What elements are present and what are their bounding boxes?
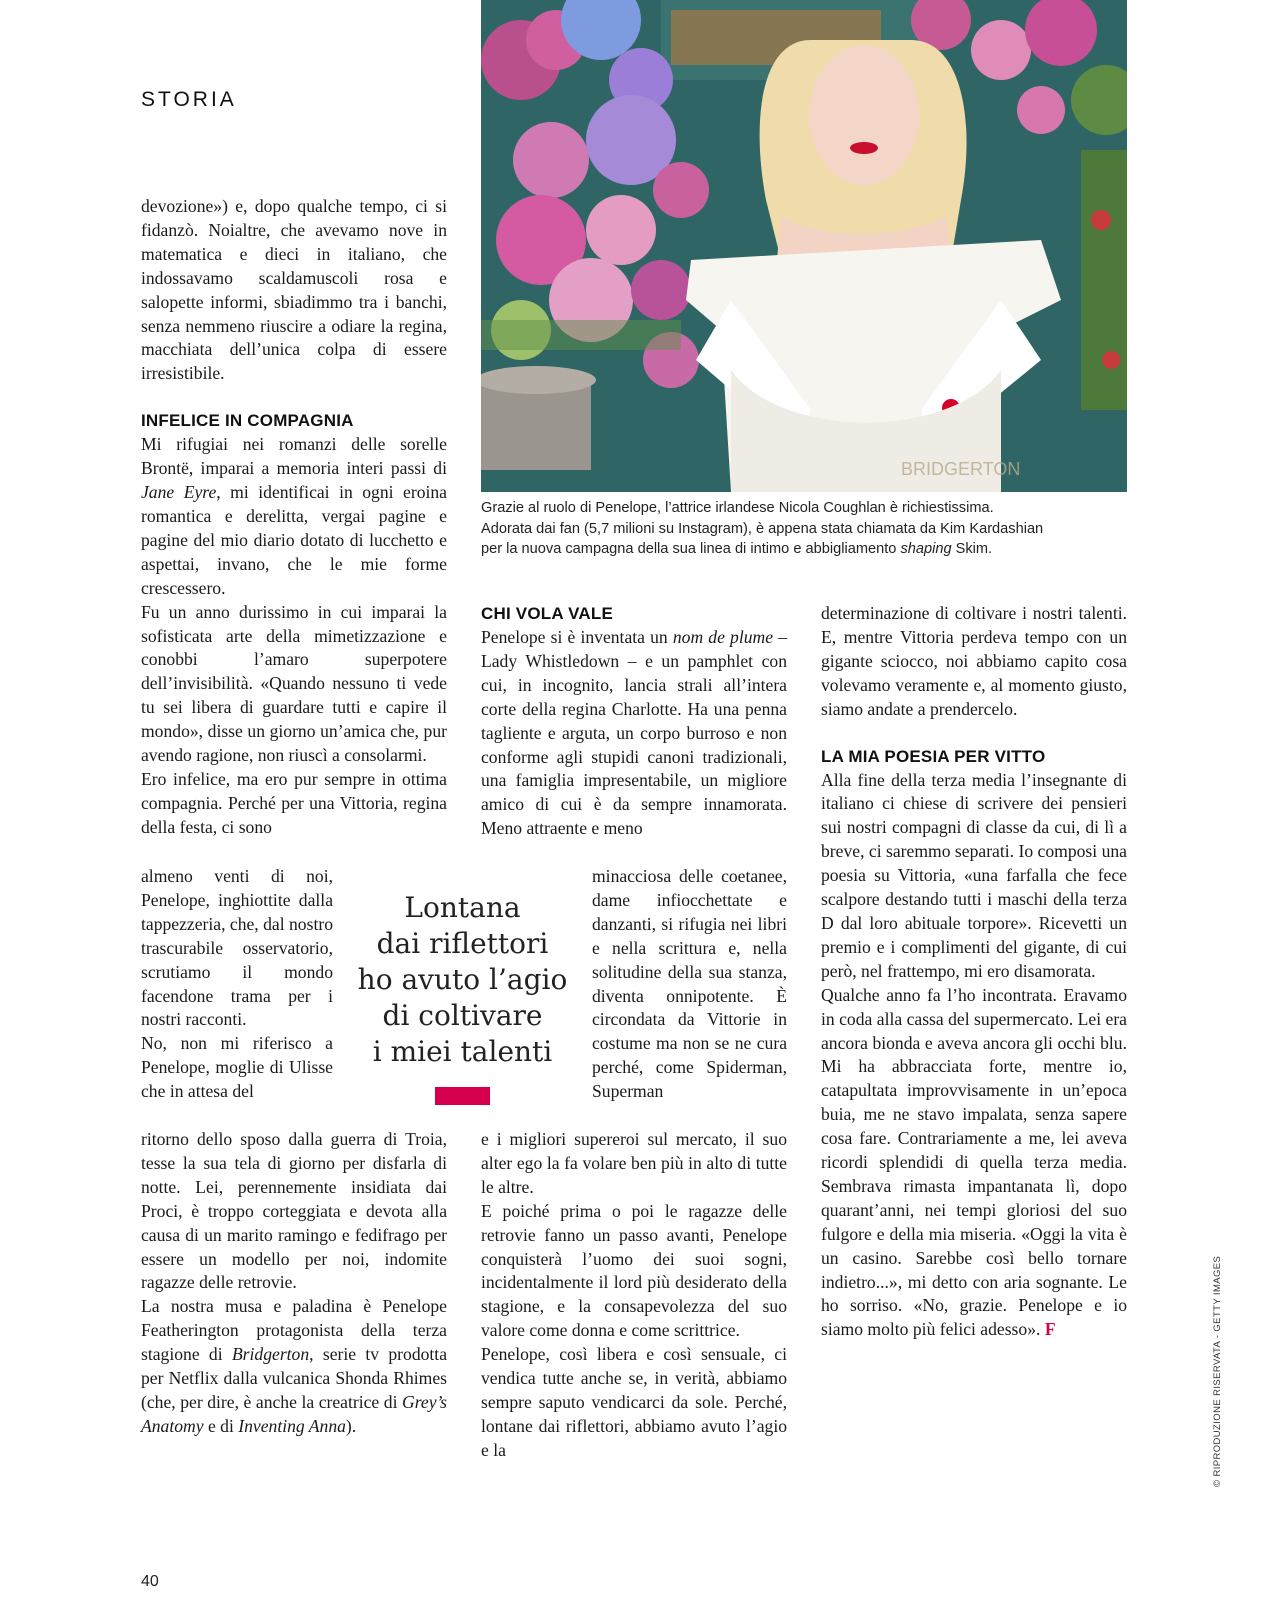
column-3 xyxy=(821,602,1127,1342)
paragraph: Alla fine della terza media l’insegnante di italiano ci chiese di scrivere dei pensieri sui nostri compagni di classe da cui, di lì a breve, ci saremmo separati. Io composi una poesia su Vittoria, «una farfalla che fece scalpore destando tutti i maschi della terza D dal loro abituale torpore». Ricevetti un premio e i complimenti del gigante, di cui però, nel frattempo, mi ero disamorata. xyxy=(821,769,1127,981)
paragraph: ritorno dello sposo dalla guerra di Troia, tesse la sua tela di giorno per disfarla di notte. Lei, perennemente insidiata dai Proci, è troppo corteggiata e devota alla causa di un marito ramingo e fedifrago per essere un modello per noi, indomite ragazze delle retrovie. xyxy=(141,1129,447,1293)
text: – Lady Whistledown – e un pamphlet con cui, in incognito, lancia strali all’intera corte della regina Charlotte. Ha una penna tagliente e arguta, un corpo burroso e non conforme agli stupidi canoni tradizionali, una famiglia impresentabile, un migliore amico di cui è da sempre innamorata. Meno attraente e meno xyxy=(481,627,787,839)
caption-line: Grazie al ruolo di Penelope, l’attrice irlandese Nicola Coughlan è richiestissima. xyxy=(481,500,994,516)
section-heading: INFELICE IN COMPAGNIA xyxy=(141,411,354,431)
pull-quote xyxy=(355,890,570,1070)
section-heading: LA MIA POESIA PER VITTO xyxy=(821,746,1046,766)
paragraph: devozione») e, dopo qualche tempo, ci si fidanzò. Noialtre, che avevamo nove in matematica e dieci in italiano, che indossavamo scaldamuscoli rosa e salopette informi, sbiadimmo tra i banchi, senza nemmeno riuscire a odiare la regina, macchiata dell’unica colpa di essere irresistibile. xyxy=(141,196,447,384)
paragraph: Fu un anno durissimo in cui imparai la sofisticata arte della mimetizzazione e conobbi l’amaro superpotere dell’invisibilità. «Quando nessuno ti vede tu sei libera di guardare tutti e capire il mondo», disse un giorno un’amica che, pur avendo ragione, non riuscì a consolarmi. xyxy=(141,601,447,766)
text: , mi identificai in ogni eroina romantica e derelitta, vergai pagine e pagine del mio diario dotato di lucchetto e aspettai, invano, che le mie forme crescessero. xyxy=(141,482,447,598)
emphasis: nom de plume xyxy=(672,627,774,647)
paragraph xyxy=(821,984,1127,1343)
end-mark: F xyxy=(1044,1319,1056,1340)
text: Penelope si è inventata un xyxy=(481,627,673,647)
text: ). xyxy=(345,1415,357,1436)
text: e di xyxy=(203,1415,239,1436)
paragraph: determinazione di coltivare i nostri talenti. E, mentre Vittoria perdeva tempo con un gigante sciocco, noi abbiamo capito cosa volevamo veramente e, al momento giusto, siamo andate a prendercelo. xyxy=(821,603,1127,719)
caption-line: per la nuova campagna della sua linea di intimo e abbigliamento xyxy=(481,541,901,557)
text: , serie tv prodotta per Netflix dalla vulcanica Shonda Rhimes (che, per dire, è anche la creatrice di xyxy=(141,1344,447,1412)
paragraph: almeno venti di noi, Penelope, inghiottite dalla tappezzeria, che, dal nostro trascurabile osservatorio, scrutiamo il mondo facendone trama per i nostri racconti. xyxy=(141,866,333,1030)
show-title: Inventing Anna xyxy=(238,1415,346,1436)
section-heading: CHI VOLA VALE xyxy=(481,604,613,623)
photo-caption xyxy=(481,498,1141,560)
show-title: Grey’s Anatomy xyxy=(141,1391,447,1436)
column-1-bottom xyxy=(141,1128,447,1439)
article-photo xyxy=(481,0,1127,492)
text: Mi rifugiai nei romanzi delle sorelle Brontë, imparai a memoria interi passi di xyxy=(141,434,447,479)
column-1 xyxy=(141,195,447,840)
pull-quote-line: i miei talenti xyxy=(372,1035,553,1068)
column-2-bottom xyxy=(481,1128,787,1463)
svg-text:BRIDGERTON: BRIDGERTON xyxy=(901,459,1021,479)
paragraph: Ero infelice, ma ero pur sempre in ottima compagnia. Perché per una Vittoria, regina della festa, ci sono xyxy=(141,768,447,837)
text: La nostra musa e paladina è Penelope Featherington protagonista della terza stagione di xyxy=(141,1296,447,1365)
photo-credit: © RIPRODUZIONE RISERVATA - GETTY IMAGES xyxy=(1212,1255,1223,1487)
pull-quote-line: di coltivare xyxy=(382,999,543,1032)
paragraph: E poiché prima o poi le ragazze delle retrovie fanno un passo avanti, Penelope conquisterà l’uomo dei suoi sogni, incidentalmente il lord più desiderato della stagione, e la consapevolezza del suo valore come donna e come scrittrice. xyxy=(481,1200,787,1341)
column-2-narrow xyxy=(592,865,787,1104)
pull-quote-line: ho avuto l’agio xyxy=(357,963,568,996)
pull-quote-line: dai riflettori xyxy=(376,927,549,960)
paragraph: Penelope, così libera e così sensuale, ci vendica tutte anche se, in verità, abbiamo sempre saputo vendicarci da sole. Perché, lontane dai riflettori, abbiamo avuto l’agio e la xyxy=(481,1344,787,1460)
column-1-narrow xyxy=(141,865,333,1104)
caption-line: Skim. xyxy=(951,541,993,557)
caption-line: Adorata dai fan (5,7 milioni su Instagram), è appena stata chiamata da Kim Kardashian xyxy=(481,520,1044,537)
page-number: 40 xyxy=(141,1573,159,1590)
show-title: Bridgerton xyxy=(231,1344,310,1365)
paragraph: e i migliori supereroi sul mercato, il suo alter ego la fa volare ben più in alto di tutte le altre. xyxy=(481,1129,787,1197)
section-label: STORIA xyxy=(141,88,237,111)
paragraph xyxy=(141,1295,447,1438)
paragraph xyxy=(481,626,787,841)
photo-illustration xyxy=(481,0,1127,492)
pull-quote-accent-bar xyxy=(435,1087,490,1105)
caption-emphasis: shaping xyxy=(900,541,952,557)
column-2 xyxy=(481,602,787,841)
paragraph xyxy=(141,433,447,600)
paragraph: minacciosa delle coetanee, dame infiocchettate e danzanti, si rifugia nei libri e nella scrittura e, nella solitudine della sua stanza, diventa onnipotente. È circondata da Vittorie in costume ma non se ne cura perché, come Spiderman, Superman xyxy=(592,866,787,1102)
paragraph: No, non mi riferisco a Penelope, moglie di Ulisse che in attesa del xyxy=(141,1033,333,1102)
book-title: Jane Eyre xyxy=(141,482,217,503)
text: Qualche anno fa l’ho incontrata. Eravamo in coda alla cassa del supermercato. Lei era ancora bionda e aveva ancora gli occhi blu. Mi ha abbracciata forte, mentre io, catapultata improvvisamente in un’epoca buia, me ne stavo impalata, senza sapere cosa fare. Contrariamente a me, lei aveva ricordi splendidi di quella terza media. Sembrava rimasta impantanata lì, dopo quarant’anni, nei tempi gloriosi del suo fulgore e della mia miseria. «Oggi la vita è un casino. Sarebbe così bello tornare indietro...», mi detto con aria sognante. Le ho sorriso. «No, grazie. Penelope e io siamo molto più felici adesso». xyxy=(821,984,1127,1340)
pull-quote-line: Lontana xyxy=(404,891,521,924)
